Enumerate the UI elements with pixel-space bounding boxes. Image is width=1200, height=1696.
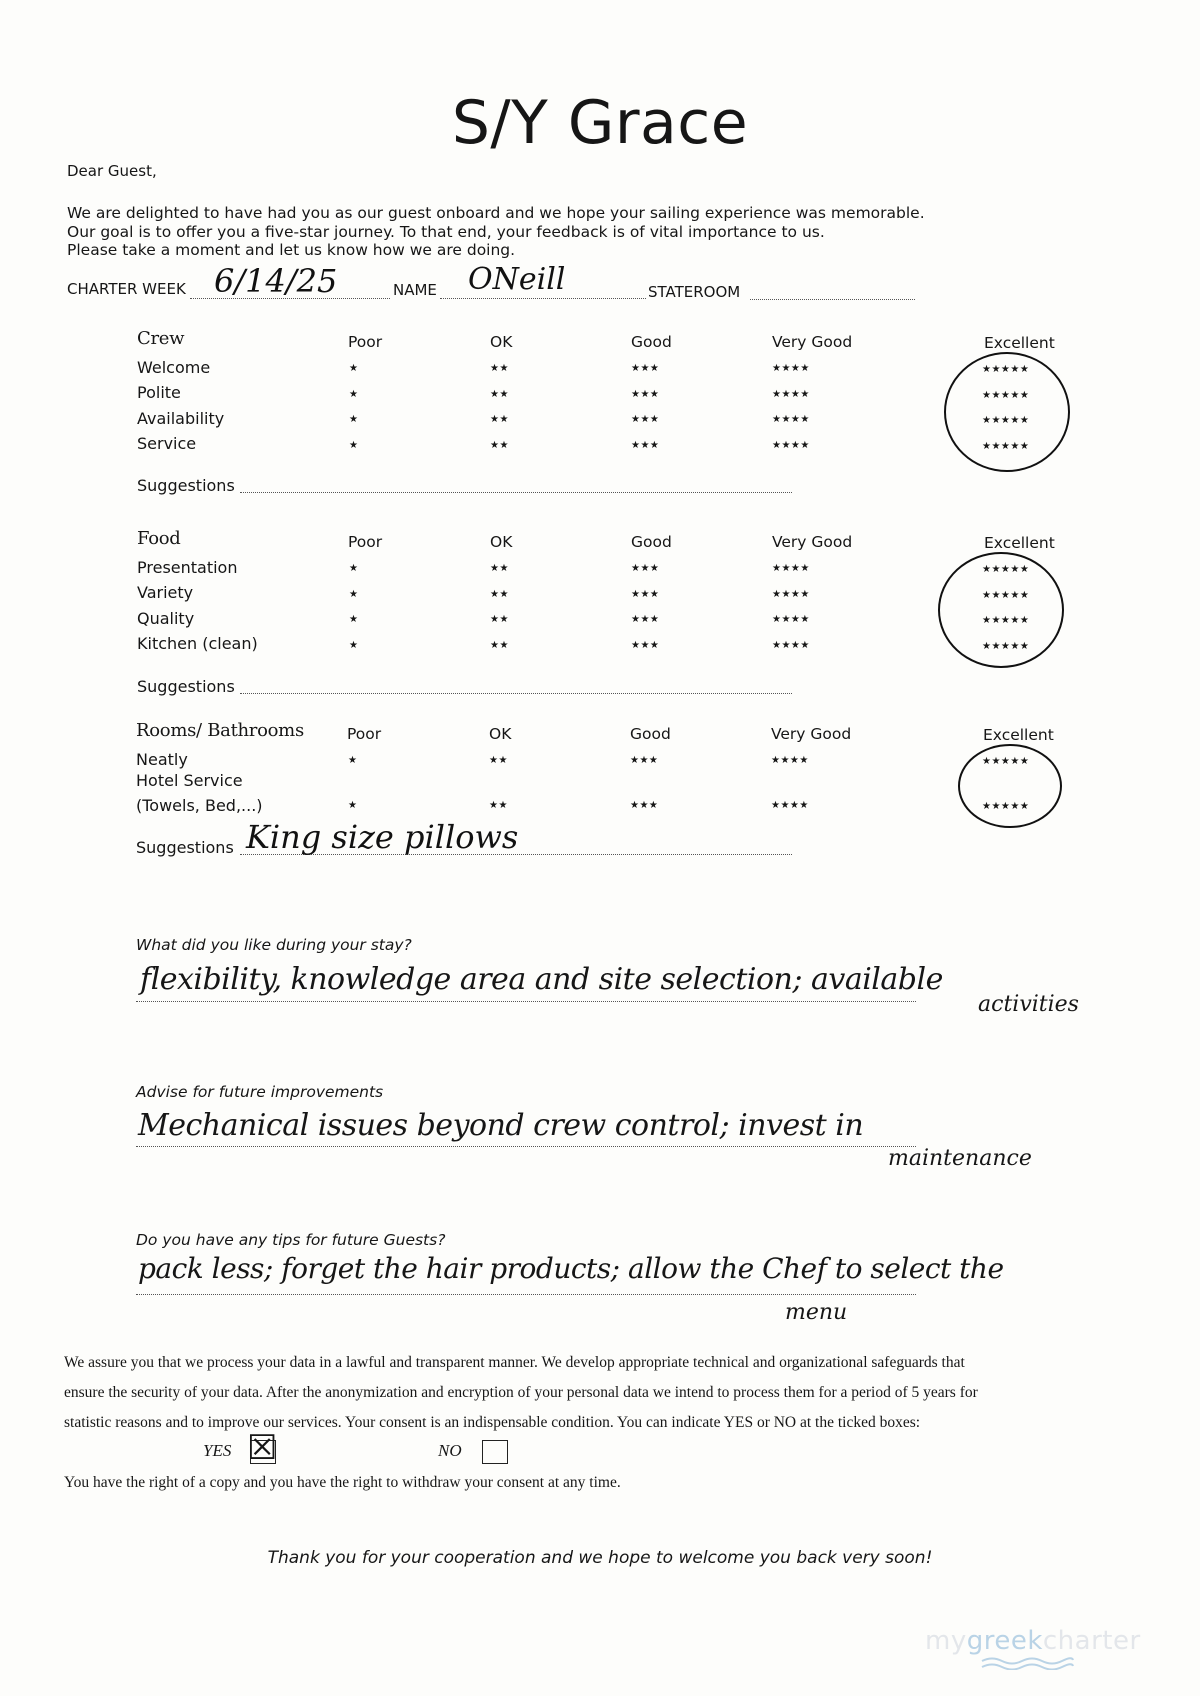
- row-label: Service: [137, 434, 197, 453]
- rating-excellent[interactable]: ★★★★★: [982, 590, 1030, 601]
- rating-ok[interactable]: ★★: [490, 440, 509, 451]
- rights-notice: You have the right of a copy and you have the right to withdraw your consent at any time.: [64, 1474, 621, 1491]
- col-head-excellent: Excellent: [983, 726, 1054, 744]
- answer-line: [136, 1001, 916, 1002]
- rating-very-good[interactable]: ★★★★: [772, 589, 810, 600]
- col-head-good: Good: [631, 333, 672, 351]
- name-field[interactable]: ONeill: [468, 262, 566, 297]
- consent-yes-label: YES: [203, 1441, 232, 1460]
- selection-circle-crew: [944, 352, 1070, 472]
- watermark-part: my: [925, 1626, 967, 1656]
- answer-improvements-cont[interactable]: maintenance: [888, 1146, 1032, 1171]
- rating-ok[interactable]: ★★: [490, 589, 509, 600]
- intro-paragraph: [67, 204, 967, 260]
- answer-liked-cont[interactable]: activities: [978, 992, 1079, 1017]
- rating-ok[interactable]: ★★: [490, 389, 509, 400]
- rating-excellent[interactable]: ★★★★★: [982, 801, 1030, 812]
- rating-poor[interactable]: ★: [349, 363, 359, 374]
- charter-week-label: CHARTER WEEK: [67, 280, 186, 298]
- row-label: Polite: [137, 383, 181, 402]
- yacht-title: S/Y Grace: [451, 88, 749, 158]
- suggestions-line: [240, 492, 792, 493]
- greeting: Dear Guest,: [67, 162, 157, 180]
- rating-excellent[interactable]: ★★★★★: [982, 756, 1030, 767]
- rating-excellent[interactable]: ★★★★★: [982, 364, 1030, 375]
- rating-poor[interactable]: ★: [349, 589, 359, 600]
- rating-good[interactable]: ★★★: [631, 414, 660, 425]
- suggestions-field[interactable]: King size pillows: [246, 818, 519, 856]
- rating-very-good[interactable]: ★★★★: [771, 800, 809, 811]
- charter-week-field[interactable]: 6/14/25: [214, 262, 338, 300]
- rating-ok[interactable]: ★★: [489, 800, 508, 811]
- thank-you-message: Thank you for your cooperation and we hope to welcome you back very soon!: [267, 1548, 933, 1568]
- name-line: [440, 298, 646, 299]
- answer-tips-cont[interactable]: menu: [785, 1300, 848, 1325]
- question-tips: Do you have any tips for future Guests?: [136, 1231, 446, 1249]
- rating-ok[interactable]: ★★: [489, 755, 508, 766]
- consent-no-checkbox[interactable]: [482, 1440, 508, 1464]
- row-label: Variety: [137, 583, 194, 602]
- row-label: Hotel Service: [136, 771, 243, 790]
- rating-excellent[interactable]: ★★★★★: [982, 415, 1030, 426]
- row-label: Presentation: [137, 558, 238, 577]
- rating-good[interactable]: ★★★: [631, 563, 660, 574]
- rating-excellent[interactable]: ★★★★★: [982, 564, 1030, 575]
- col-head-very-good: Very Good: [771, 725, 852, 743]
- rating-ok[interactable]: ★★: [490, 363, 509, 374]
- row-label: Kitchen (clean): [137, 634, 258, 653]
- intro-line: Please take a moment and let us know how we are doing.: [67, 241, 516, 259]
- rating-poor[interactable]: ★: [349, 640, 359, 651]
- rating-poor[interactable]: ★: [348, 755, 358, 766]
- rating-excellent[interactable]: ★★★★★: [982, 441, 1030, 452]
- suggestions-line: [240, 693, 792, 694]
- rating-very-good[interactable]: ★★★★: [772, 414, 810, 425]
- suggestions-label: Suggestions: [137, 677, 235, 696]
- question-liked: What did you like during your stay?: [136, 936, 412, 954]
- col-head-good: Good: [630, 725, 671, 743]
- rating-good[interactable]: ★★★: [631, 363, 660, 374]
- wave-icon: [980, 1656, 1075, 1670]
- rating-good[interactable]: ★★★: [631, 440, 660, 451]
- consent-no-label: NO: [438, 1441, 462, 1460]
- rating-good[interactable]: ★★★: [631, 389, 660, 400]
- name-label: NAME: [393, 281, 437, 299]
- row-label: Availability: [137, 409, 225, 428]
- rating-good[interactable]: ★★★: [630, 800, 659, 811]
- col-head-excellent: Excellent: [984, 334, 1055, 352]
- rating-good[interactable]: ★★★: [631, 589, 660, 600]
- rating-very-good[interactable]: ★★★★: [771, 755, 809, 766]
- intro-line: Our goal is to offer you a five-star journey. To that end, your feedback is of vital importance to us.: [67, 222, 825, 241]
- rating-very-good[interactable]: ★★★★: [772, 614, 810, 625]
- stateroom-label: STATEROOM: [648, 283, 741, 301]
- suggestions-label: Suggestions: [137, 476, 235, 495]
- col-head-poor: Poor: [347, 725, 382, 743]
- selection-circle-food: [938, 552, 1064, 668]
- section-title-crew: Crew: [137, 328, 185, 349]
- suggestions-label: Suggestions: [136, 838, 234, 857]
- privacy-line: ensure the security of your data. After the anonymization and encryption of your personal data we intend to process them for a period of 5 years for: [64, 1384, 978, 1401]
- intro-line: We are delighted to have had you as our guest onboard and we hope your sailing experience was memorable.: [67, 204, 925, 222]
- watermark-part: charter: [1042, 1626, 1141, 1656]
- col-head-poor: Poor: [348, 333, 383, 351]
- rating-poor[interactable]: ★: [349, 414, 359, 425]
- rating-ok[interactable]: ★★: [490, 563, 509, 574]
- col-head-ok: OK: [490, 533, 513, 551]
- col-head-excellent: Excellent: [984, 534, 1055, 552]
- row-label: Neatly: [136, 750, 188, 769]
- consent-yes-checkbox[interactable]: [247, 1428, 278, 1468]
- row-label: Welcome: [137, 358, 211, 377]
- rating-very-good[interactable]: ★★★★: [772, 563, 810, 574]
- privacy-line: statistic reasons and to improve our services. Your consent is an indispensable condition. You can indicate YES or NO at the ticked boxes:: [64, 1414, 921, 1431]
- rating-very-good[interactable]: ★★★★: [772, 363, 810, 374]
- rating-poor[interactable]: ★: [348, 800, 358, 811]
- rating-excellent[interactable]: ★★★★★: [982, 390, 1030, 401]
- col-head-ok: OK: [489, 725, 512, 743]
- rating-poor[interactable]: ★: [349, 563, 359, 574]
- stateroom-line: [750, 299, 915, 300]
- rating-very-good[interactable]: ★★★★: [772, 389, 810, 400]
- rating-ok[interactable]: ★★: [490, 640, 509, 651]
- col-head-ok: OK: [490, 333, 513, 351]
- answer-line: [136, 1294, 916, 1295]
- col-head-very-good: Very Good: [772, 533, 853, 551]
- col-head-poor: Poor: [348, 533, 383, 551]
- rating-very-good[interactable]: ★★★★: [772, 640, 810, 651]
- watermark-logo: [925, 1626, 1141, 1656]
- check-mark-icon: ☒: [247, 1428, 278, 1468]
- rating-poor[interactable]: ★: [349, 440, 359, 451]
- watermark-part: greek: [966, 1626, 1043, 1656]
- answer-improvements[interactable]: Mechanical issues beyond crew control; invest in: [138, 1108, 864, 1143]
- answer-liked[interactable]: flexibility, knowledge area and site selection; available: [140, 962, 943, 997]
- rating-good[interactable]: ★★★: [631, 640, 660, 651]
- rating-good[interactable]: ★★★: [630, 755, 659, 766]
- rating-ok[interactable]: ★★: [490, 414, 509, 425]
- selection-circle-rooms: [958, 744, 1062, 828]
- rating-good[interactable]: ★★★: [631, 614, 660, 625]
- question-improvements: Advise for future improvements: [136, 1083, 384, 1101]
- privacy-line: We assure you that we process your data in a lawful and transparent manner. We develop appropriate technical and organizational safeguards that: [64, 1354, 965, 1371]
- rating-excellent[interactable]: ★★★★★: [982, 641, 1030, 652]
- section-title-food: Food: [137, 528, 181, 549]
- row-label: Quality: [137, 609, 195, 628]
- answer-tips[interactable]: pack less; forget the hair products; allow the Chef to select the: [138, 1252, 1004, 1285]
- rating-excellent[interactable]: ★★★★★: [982, 615, 1030, 626]
- col-head-very-good: Very Good: [772, 333, 853, 351]
- rating-poor[interactable]: ★: [349, 614, 359, 625]
- rating-very-good[interactable]: ★★★★: [772, 440, 810, 451]
- rating-poor[interactable]: ★: [349, 389, 359, 400]
- section-title-rooms: Rooms/ Bathrooms: [136, 720, 304, 741]
- rating-ok[interactable]: ★★: [490, 614, 509, 625]
- col-head-good: Good: [631, 533, 672, 551]
- row-label: (Towels, Bed,...): [136, 796, 263, 815]
- answer-line: [136, 1146, 916, 1147]
- privacy-notice: [64, 1348, 1154, 1438]
